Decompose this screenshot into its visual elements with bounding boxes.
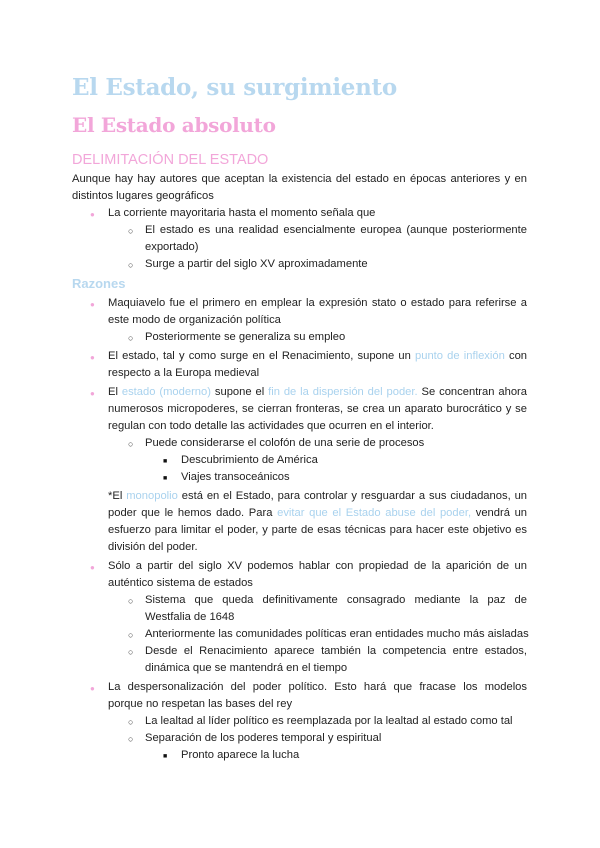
- list-item-cont: Westfalia de 1648: [145, 611, 235, 623]
- list-item: Descubrimiento de América: [181, 454, 318, 466]
- list-item: Sólo a partir del siglo XV podemos hablar con propiedad de la aparición de un: [108, 560, 527, 572]
- note-line-4: división del poder.: [108, 541, 198, 553]
- note-line-1: *El monopolio está en el Estado, para controlar y resguardar a sus ciudadanos, un: [108, 490, 527, 502]
- page-subtitle: El Estado absoluto: [72, 113, 276, 137]
- note-line-2: poder que le hemos dado. Para evitar que el Estado abuse del poder, vendrá un: [108, 507, 527, 519]
- highlight-text: evitar que el Estado abuse del poder,: [277, 507, 472, 519]
- list-item-cont: exportado): [145, 241, 199, 253]
- bullet-circle: ○: [128, 734, 134, 744]
- bullet-circle: ○: [128, 439, 134, 449]
- bullet-square: ■: [163, 753, 168, 760]
- bullet-dot: ●: [90, 300, 95, 309]
- list-item: Anteriormente las comunidades políticas eran entidades mucho más aisladas: [145, 628, 529, 640]
- list-item: El estado, tal y como surge en el Renacimiento, supone un punto de inflexión con: [108, 350, 527, 362]
- bullet-dot: ●: [90, 210, 95, 219]
- razones-heading: Razones: [72, 276, 126, 291]
- bullet-circle: ○: [128, 333, 134, 343]
- highlight-text: fin de la dispersión del poder.: [268, 386, 418, 398]
- list-item: Puede considerarse el colofón de una serie de procesos: [145, 437, 425, 449]
- bullet-circle: ○: [128, 630, 134, 640]
- bullet-circle: ○: [128, 647, 134, 657]
- intro-line-2: distintos lugares geográficos: [72, 190, 214, 202]
- bullet-circle: ○: [128, 596, 134, 606]
- list-item: Desde el Renacimiento aparece también la competencia entre estados,: [145, 645, 527, 657]
- list-item: Sistema que queda definitivamente consagrado mediante la paz de: [145, 594, 527, 606]
- bullet-dot: ●: [90, 389, 95, 398]
- intro-line-1: Aunque hay hay autores que aceptan la existencia del estado en épocas anteriores y en: [72, 173, 527, 185]
- list-item-cont: regulan con todo detalle las actividades que ocurren en el interior.: [108, 420, 434, 432]
- bullet-square: ■: [163, 458, 168, 465]
- list-item: Separación de los poderes temporal y espiritual: [145, 732, 382, 744]
- list-item-cont: dinámica que se mantendrá en el tiempo: [145, 662, 348, 674]
- bullet-circle: ○: [128, 226, 134, 236]
- section-heading: DELIMITACIÓN DEL ESTADO: [72, 152, 269, 168]
- bullet-dot: ●: [90, 563, 95, 572]
- list-item: Pronto aparece la lucha: [181, 749, 300, 761]
- page-title: El Estado, su surgimiento: [72, 74, 397, 101]
- list-item: Maquiavelo fue el primero en emplear la expresión stato o estado para referirse a: [108, 297, 527, 309]
- list-item: Posteriormente se generaliza su empleo: [145, 331, 346, 343]
- list-item: La corriente mayoritaria hasta el momento señala que: [108, 207, 376, 219]
- list-item: El estado es una realidad esencialmente europea (aunque posteriormente: [145, 224, 527, 236]
- highlight-text: estado (moderno): [121, 386, 211, 398]
- bullet-circle: ○: [128, 260, 134, 270]
- bullet-square: ■: [163, 475, 168, 482]
- list-item: La lealtad al líder político es reemplazada por la lealtad al estado como tal: [145, 715, 513, 727]
- list-item-cont: numerosos micropoderes, se cierran fronteras, se crea un aparato burocrático y se: [108, 403, 527, 415]
- list-item-cont: este modo de organización política: [108, 314, 281, 326]
- highlight-text: monopolio: [126, 490, 178, 502]
- list-item: Viajes transoceánicos: [181, 471, 290, 483]
- list-item: El estado (moderno) supone el fin de la dispersión del poder. Se concentran ahora: [108, 386, 527, 398]
- list-item: La despersonalización del poder político. Esto hará que fracase los modelos: [108, 681, 527, 693]
- list-item: Surge a partir del siglo XV aproximadamente: [145, 258, 368, 270]
- list-item-cont: porque no respetan las bases del rey: [108, 698, 293, 710]
- list-item-cont: respecto a la Europa medieval: [108, 367, 260, 379]
- note-line-3: esfuerzo para limitar el poder, y parte de esas técnicas para hacer este objetivo es: [108, 524, 527, 536]
- bullet-circle: ○: [128, 717, 134, 727]
- bullet-dot: ●: [90, 684, 95, 693]
- list-item-cont: auténtico sistema de estados: [108, 577, 253, 589]
- bullet-dot: ●: [90, 353, 95, 362]
- highlight-text: punto de inflexión: [415, 350, 505, 362]
